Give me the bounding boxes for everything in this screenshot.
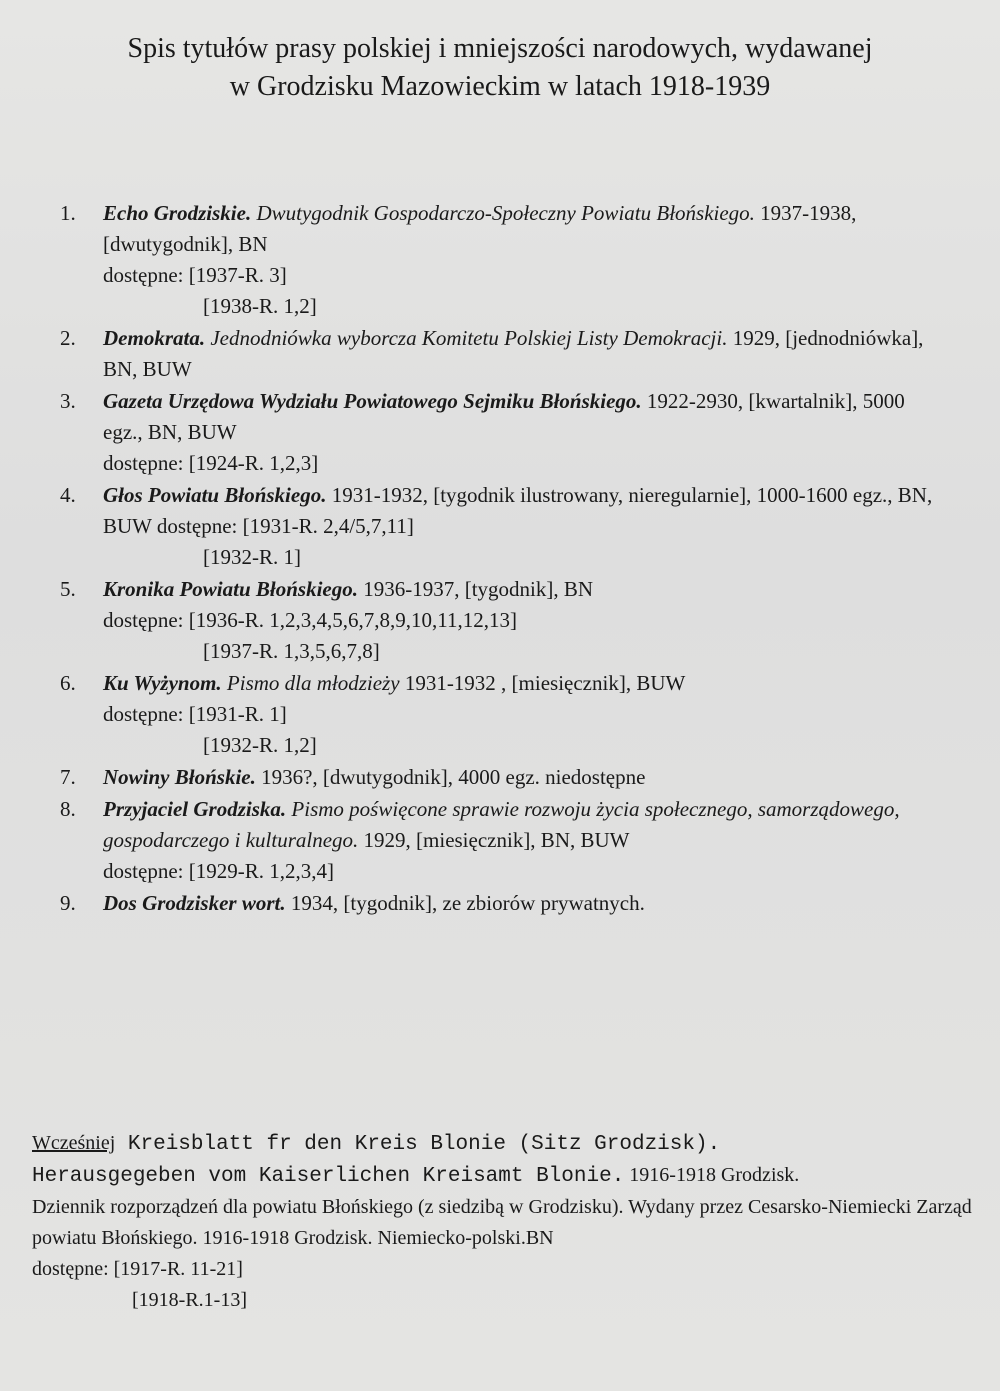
page-title [0, 30, 1000, 106]
item-title: Głos Powiatu Błońskiego [103, 483, 322, 507]
item-details: 1929, [miesięcznik], BN, BUW [358, 828, 630, 852]
kreisblatt-years: 1916-1918 Grodzisk. [624, 1164, 800, 1186]
item-details: 1936?, [dwutygodnik], 4000 egz. niedostępne [255, 765, 646, 789]
item-details: 1936-1937, [tygodnik], BN [357, 577, 594, 601]
item-availability: dostępne: [1936-R. 1,2,3,4,5,6,7,8,9,10,11,12,13] [103, 608, 517, 632]
item-details: 1934, [tygodnik], ze zbiorów prywatnych. [285, 891, 645, 915]
item-number: 9. [60, 891, 76, 915]
item-availability-2: [1937-R. 1,3,5,6,7,8] [203, 639, 380, 663]
item-title-sep: . [245, 201, 252, 225]
list-item [60, 574, 940, 667]
item-subtitle: Dwutygodnik Gospodarczo-Społeczny Powiatu Błońskiego. [251, 201, 755, 225]
item-title: Ku Wyżynom. [103, 671, 222, 695]
list-item [60, 480, 940, 573]
item-availability-2: [1938-R. 1,2] [203, 294, 317, 318]
item-number: 5. [60, 577, 76, 601]
item-title: Dos Grodzisker wort. [103, 891, 286, 915]
item-title-sep: . [199, 326, 206, 350]
kreisblatt-availability: dostępne: [1917-R. 11-21] [32, 1258, 243, 1280]
title-line-1: Spis tytułów prasy polskiej i mniejszości narodowych, wydawanej [127, 33, 873, 64]
list-item [60, 762, 940, 793]
item-title: Demokrata [103, 326, 200, 350]
list-item [60, 323, 940, 385]
item-details: 1937-1938, [dwutygodnik], BN [103, 201, 857, 256]
list-item [60, 794, 940, 887]
item-title: Echo Grodziskie [103, 201, 246, 225]
list-item [60, 668, 940, 761]
item-availability: dostępne: [1931-R. 1] [103, 702, 287, 726]
item-number: 2. [60, 326, 76, 350]
item-subtitle: Pismo poświęcone sprawie rozwoju życia społecznego, samorządowego, gospodarczego i kulturalnego. [103, 797, 900, 852]
item-number: 3. [60, 389, 76, 413]
earlier-section [32, 1128, 972, 1316]
kreisblatt-publisher [32, 1160, 972, 1192]
item-title: Kronika Powiatu Błońskiego. [103, 577, 358, 601]
item-number: 8. [60, 797, 76, 821]
title-line-2: w Grodzisku Mazowieckim w latach 1918-1939 [229, 71, 771, 102]
item-number: 6. [60, 671, 76, 695]
item-subtitle: Jednodniówka wyborcza Komitetu Polskiej Listy Demokracji. [205, 326, 728, 350]
item-number: 4. [60, 483, 76, 507]
item-title: Przyjaciel Grodziska. [103, 797, 287, 821]
item-title: Gazeta Urzędowa Wydziału Powiatowego Sejmiku Błońskiego. [103, 389, 642, 413]
item-availability: dostępne: [1924-R. 1,2,3] [103, 451, 319, 475]
item-number: 7. [60, 765, 76, 789]
item-details: 1931-1932, [tygodnik ilustrowany, nieregularnie], 1000-1600 egz., BN, BUW dostępne: [1931-R. 2,4/5,7,11] [103, 483, 933, 538]
item-details: 1922-2930, [kwartalnik], 5000 egz., BN, BUW [103, 389, 905, 444]
item-title-sep: . [321, 483, 327, 507]
item-availability: dostępne: [1929-R. 1,2,3,4] [103, 859, 334, 883]
item-details: 1931-1932 , [miesięcznik], BUW [399, 671, 686, 695]
list-item [60, 198, 940, 322]
kreisblatt-description: Dziennik rozporządzeń dla powiatu Błońskiego (z siedzibą w Grodzisku). Wydany przez Cesarsko-Niemiecki Zarząd powiatu Błońskiego. 1916-1918 Grodzisk. Niemiecko-polski.BN [32, 1196, 972, 1249]
list-item [60, 386, 940, 479]
list-item [60, 888, 940, 919]
item-number: 1. [60, 201, 76, 225]
item-title: Nowiny Błońskie. [103, 765, 256, 789]
kreisblatt-availability-2: [1918-R.1-13] [132, 1289, 247, 1311]
item-details: 1929, [jednodniówka], BN, BUW [103, 326, 924, 381]
kreisblatt-title: Kreisblatt fr den Kreis Blonie (Sitz Grodzisk). [115, 1133, 721, 1156]
item-subtitle: Pismo dla młodzieży [221, 671, 400, 695]
press-title-list [60, 198, 940, 920]
item-availability: dostępne: [1937-R. 3] [103, 263, 287, 287]
item-availability-2: [1932-R. 1] [203, 545, 301, 569]
item-availability-2: [1932-R. 1,2] [203, 733, 317, 757]
earlier-label: Wcześniej [32, 1132, 116, 1154]
earlier-heading [32, 1128, 972, 1160]
kreisblatt-publisher-text: Herausgegeben vom Kaiserlichen Kreisamt Blonie. [32, 1165, 625, 1188]
